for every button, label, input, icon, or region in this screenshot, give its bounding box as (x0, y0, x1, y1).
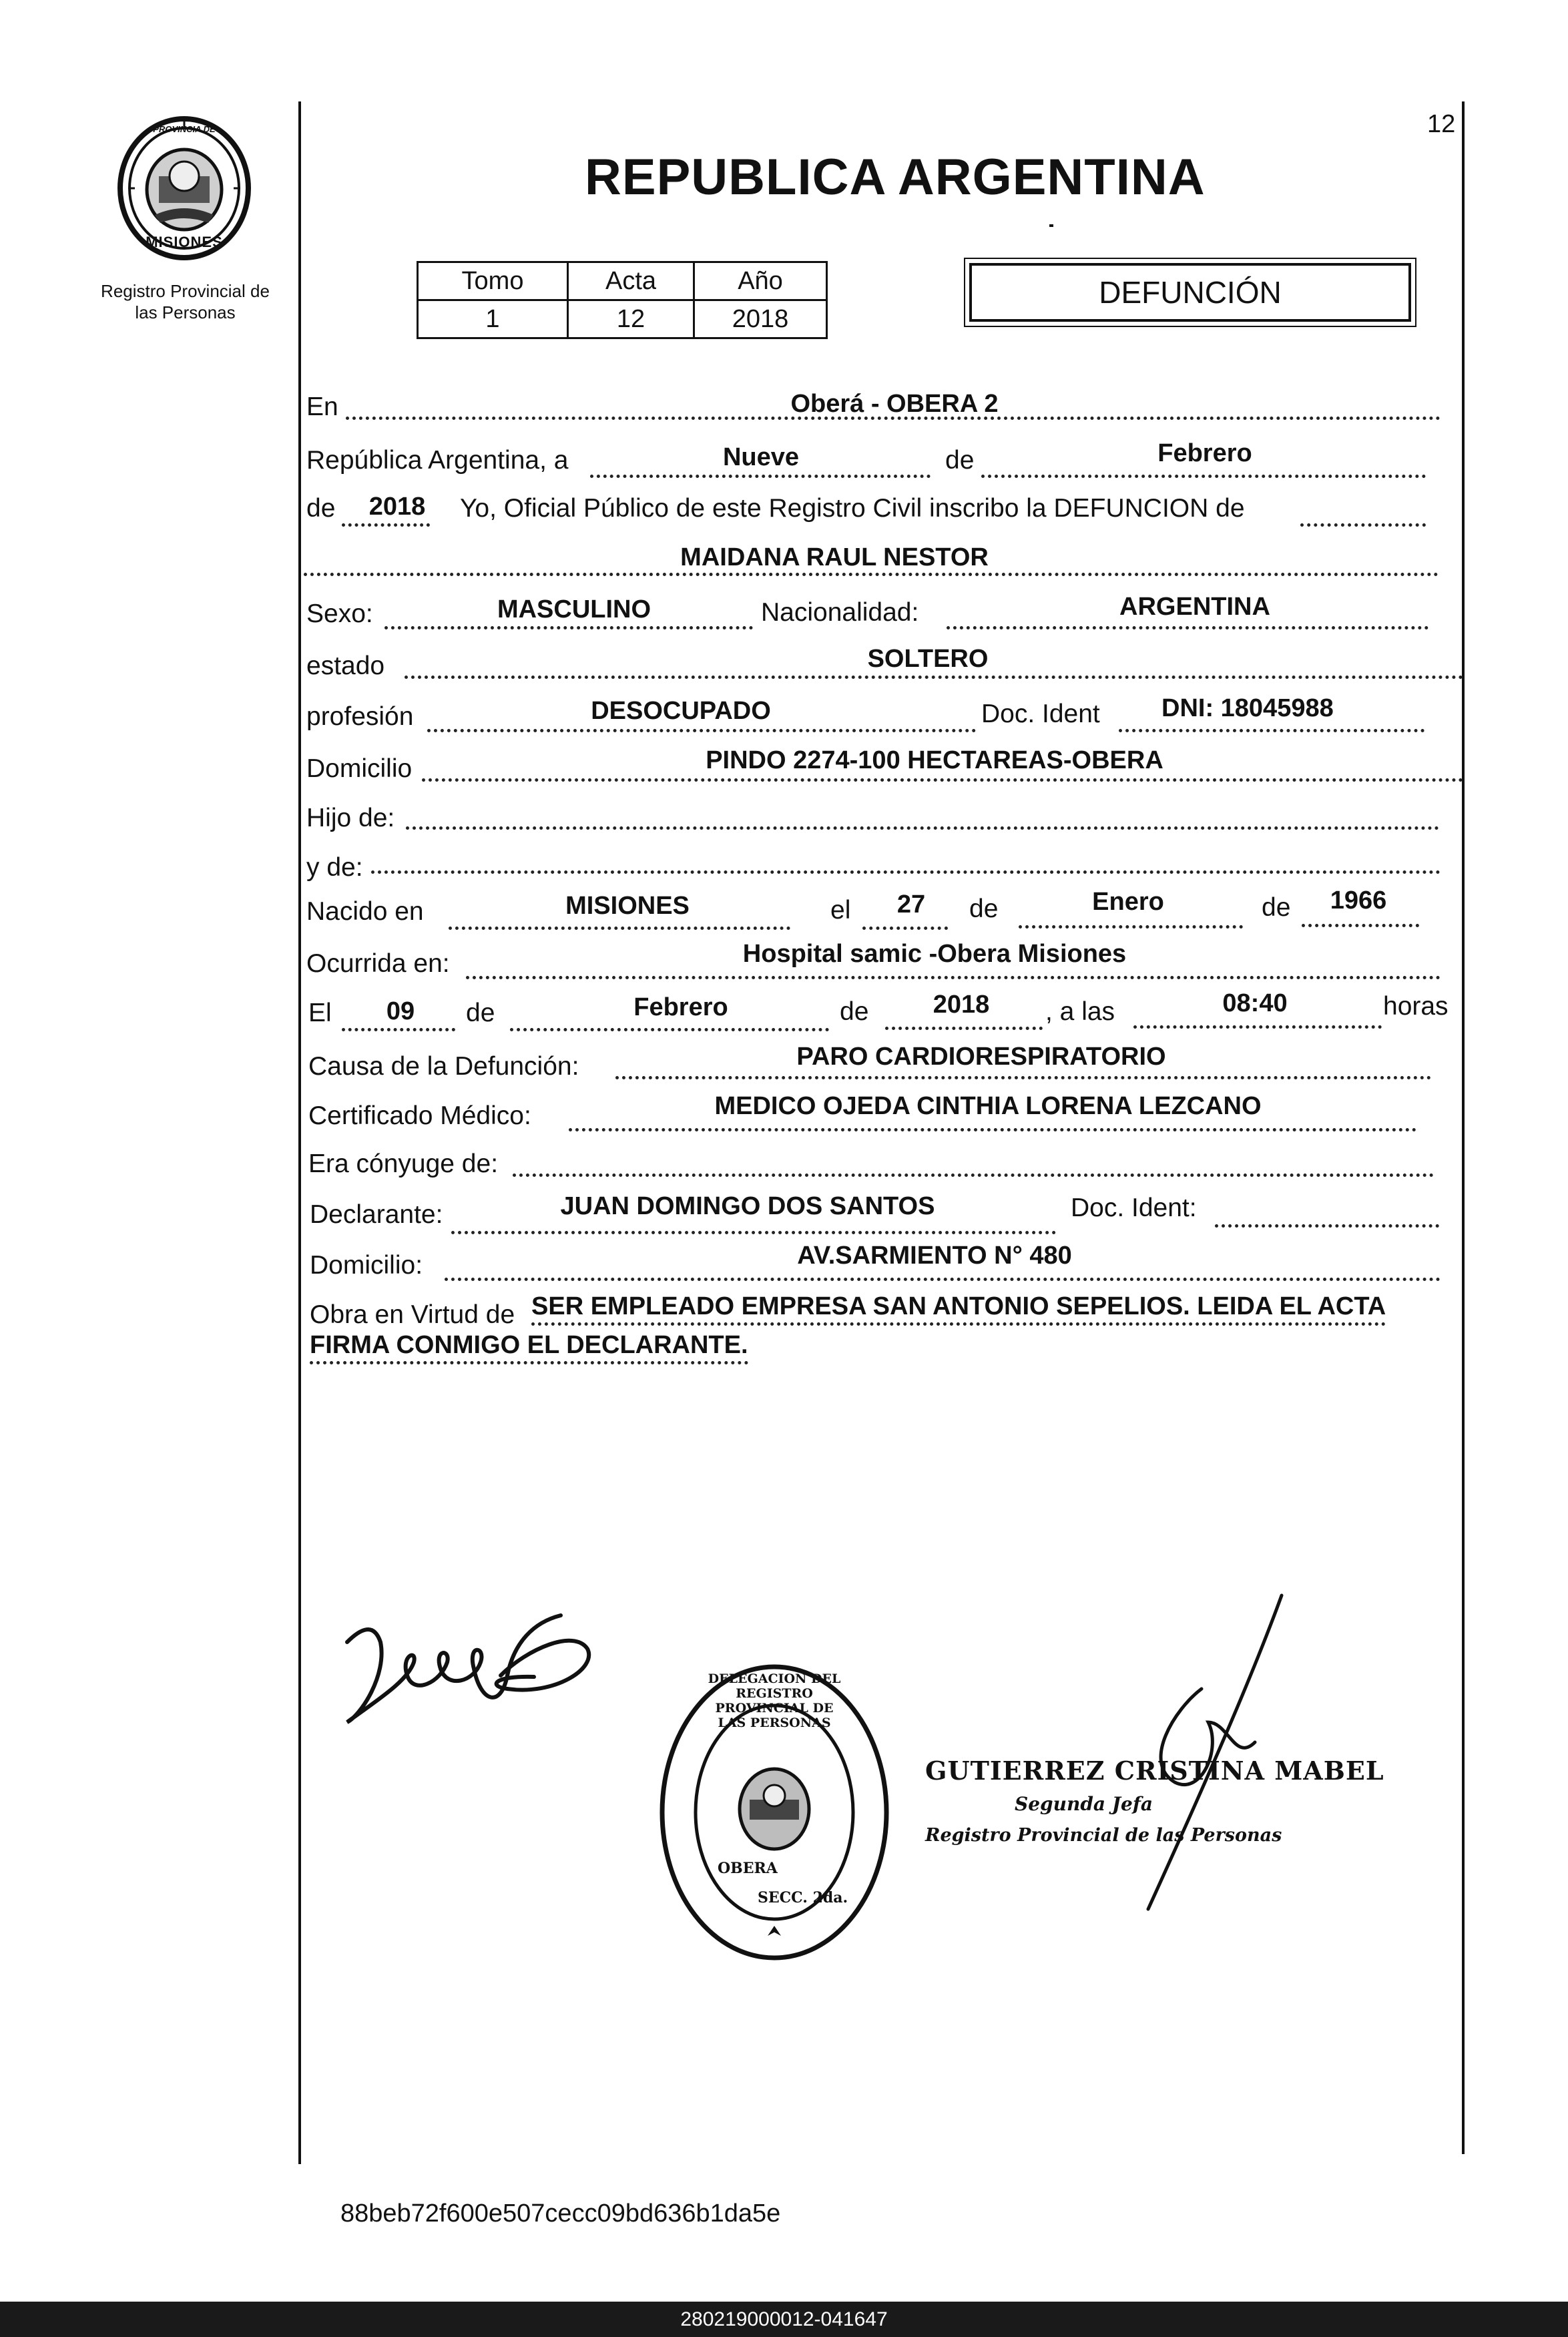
record-type-label: DEFUNCIÓN (1099, 275, 1282, 310)
de-label-4: de (1262, 893, 1291, 922)
deceased-name: MAIDANA RAUL NESTOR (680, 543, 989, 571)
registry-header-acta: Acta (568, 262, 694, 300)
death-month: Febrero (633, 993, 728, 1021)
ocurrida-dotline (466, 976, 1441, 979)
registry-table (417, 261, 828, 339)
declarante-value: JUAN DOMINGO DOS SANTOS (560, 1192, 935, 1220)
birth-month-dotline (1019, 925, 1243, 929)
domicilio-dotline (422, 778, 1463, 782)
domicilio-label-2: Domicilio: (310, 1251, 423, 1280)
conyuge-label: Era cónyuge de: (308, 1149, 499, 1178)
certificado-value: MEDICO OJEDA CINTHIA LORENA LEZCANO (714, 1092, 1262, 1120)
causa-label: Causa de la Defunción: (308, 1052, 579, 1081)
doc-ident-dotline (1119, 729, 1424, 732)
death-time-dotline (1133, 1025, 1382, 1029)
causa-value: PARO CARDIORESPIRATORIO (796, 1043, 1166, 1071)
stamp-inner-bottom: SECC. 2da. (758, 1889, 848, 1906)
death-day-dotline (342, 1028, 455, 1031)
doc-ident-label: Doc. Ident (981, 700, 1100, 728)
ocurrida-label: Ocurrida en: (306, 949, 450, 978)
conyuge-dotline (513, 1174, 1434, 1177)
el-label: el (830, 896, 851, 925)
domicilio-2-value: AV.SARMIENTO N° 480 (797, 1242, 1072, 1270)
registry-header-tomo: Tomo (418, 262, 568, 300)
el-label-2: El (308, 999, 332, 1027)
nacionalidad-dotline (947, 626, 1428, 629)
death-time: 08:40 (1222, 989, 1288, 1017)
death-year: 2018 (933, 991, 990, 1019)
death-month-dotline (510, 1028, 829, 1031)
horas-label: horas (1383, 992, 1449, 1021)
causa-dotline (615, 1076, 1431, 1079)
profesion-value: DESOCUPADO (591, 697, 771, 725)
registry-value-acta: 12 (568, 300, 694, 338)
obra-label: Obra en Virtud de (310, 1300, 515, 1329)
certificado-label: Certificado Médico: (308, 1101, 531, 1130)
hijo-label: Hijo de: (306, 804, 395, 832)
estado-label: estado (306, 652, 385, 680)
doc-ident-2-dotline (1215, 1224, 1439, 1228)
registry-value-tomo: 1 (418, 300, 568, 338)
estado-value: SOLTERO (867, 645, 989, 673)
nacido-dotline (449, 927, 790, 930)
record-type-box (969, 263, 1411, 322)
stray-mark (1049, 224, 1053, 227)
stamp-inner-left: OBERA (718, 1860, 778, 1877)
death-year-dotline (885, 1027, 1043, 1030)
de-label-1: de (945, 446, 975, 475)
obra-value-line2: FIRMA CONMIGO EL DECLARANTE. (310, 1331, 748, 1364)
registry-stamp (658, 1662, 891, 1963)
registry-value-ano: 2018 (694, 300, 827, 338)
seal-text-top: PROVINCIA DE (153, 124, 216, 134)
doc-ident-value: DNI: 18045988 (1161, 694, 1334, 722)
domicilio-value: PINDO 2274-100 HECTAREAS-OBERA (706, 746, 1163, 774)
nacionalidad-value: ARGENTINA (1119, 593, 1270, 621)
de-label-2: de (306, 494, 336, 523)
day-dotline (590, 475, 931, 478)
en-label: En (306, 393, 338, 421)
birth-month: Enero (1092, 888, 1164, 916)
death-day: 09 (386, 997, 415, 1025)
page-number: 12 (1427, 110, 1456, 138)
sexo-value: MASCULINO (497, 595, 651, 623)
footer-bar (0, 2302, 1568, 2337)
yde-label: y de: (306, 853, 363, 882)
month-value: Febrero (1157, 439, 1252, 467)
birth-day-dotline (862, 927, 948, 930)
year-dotline (342, 523, 430, 527)
sexo-dotline (384, 626, 753, 629)
inscription-dotline (1300, 523, 1426, 527)
nacido-label: Nacido en (306, 897, 424, 926)
republica-label: República Argentina, a (306, 446, 569, 475)
official-office: Registro Provincial de las Personas (925, 1825, 1282, 1846)
logo-caption-line1: Registro Provincial de (101, 281, 270, 301)
document-hash: 88beb72f600e507cecc09bd636b1da5e (340, 2199, 781, 2228)
birth-year-dotline (1302, 924, 1419, 927)
official-name: GUTIERREZ CRISTINA MABEL (925, 1756, 1384, 1786)
hijo-dotline (406, 826, 1439, 830)
nacionalidad-label: Nacionalidad: (761, 598, 919, 627)
de-label-6: de (840, 997, 869, 1026)
page-title: REPUBLICA ARGENTINA (585, 149, 1206, 206)
domicilio-label: Domicilio (306, 754, 413, 783)
en-value: Oberá - OBERA 2 (790, 390, 999, 418)
logo-caption (83, 280, 287, 323)
right-border-line (1462, 101, 1465, 2154)
sexo-label: Sexo: (306, 599, 373, 628)
yde-dotline (371, 870, 1441, 874)
declarante-dotline (451, 1231, 1056, 1234)
declarante-label: Declarante: (310, 1200, 443, 1229)
left-border-line (298, 101, 301, 2164)
stamp-ring-text: DELEGACION DEL REGISTRO PROVINCIAL DE LAS PERSONAS (708, 1671, 841, 1730)
de-label-3: de (969, 894, 999, 923)
footer-code: 280219000012-041647 (680, 2308, 888, 2330)
profesion-dotline (427, 729, 976, 732)
year-value: 2018 (368, 493, 426, 521)
logo-caption-line2: las Personas (135, 302, 236, 322)
registry-header-ano: Año (694, 262, 827, 300)
a-las-label: , a las (1045, 997, 1115, 1026)
official-role: Segunda Jefa (1015, 1793, 1153, 1815)
seal-text-bottom: MISIONES (146, 234, 223, 250)
day-value: Nueve (722, 443, 800, 471)
name-dotline (304, 573, 1439, 576)
de-label-5: de (466, 999, 495, 1027)
obra-value-line1: SER EMPLEADO EMPRESA SAN ANTONIO SEPELIOS. LEIDA EL ACTA (531, 1292, 1386, 1326)
birth-year: 1966 (1330, 886, 1387, 915)
birth-day: 27 (896, 890, 926, 919)
declarant-signature (334, 1602, 594, 1749)
month-dotline (981, 475, 1426, 478)
ocurrida-value: Hospital samic -Obera Misiones (742, 940, 1127, 968)
provincial-seal-logo (115, 115, 254, 262)
domicilio-2-dotline (445, 1278, 1441, 1281)
inscription-text: Yo, Oficial Público de este Registro Civil inscribo la DEFUNCION de (460, 494, 1245, 523)
certificado-dotline (569, 1128, 1416, 1131)
doc-ident-label-2: Doc. Ident: (1071, 1194, 1197, 1222)
estado-dotline (405, 676, 1463, 679)
nacido-value: MISIONES (565, 892, 690, 920)
profesion-label: profesión (306, 702, 414, 731)
